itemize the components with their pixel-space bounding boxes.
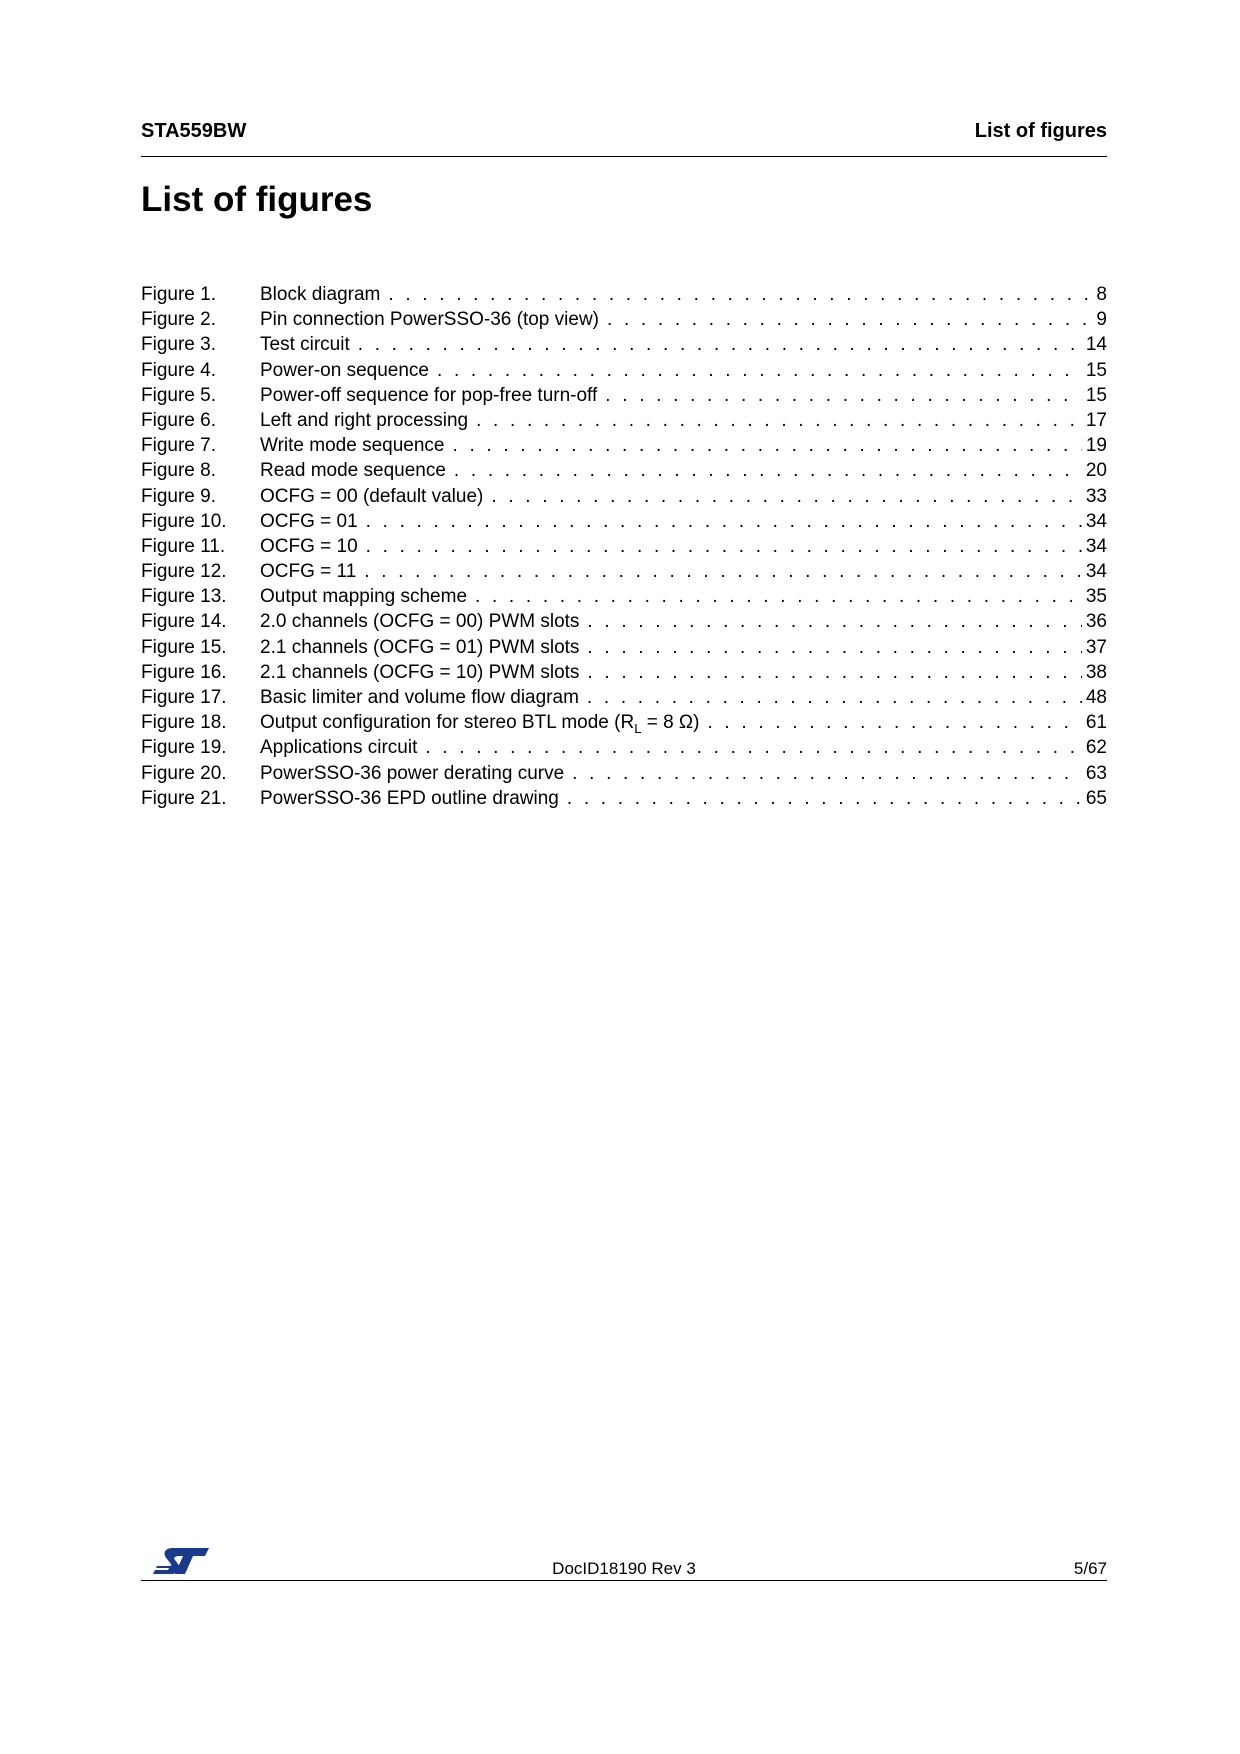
- figure-number: Figure 13.: [141, 586, 227, 608]
- figure-number: Figure 17.: [141, 687, 227, 708]
- figure-number: Figure 14.: [141, 611, 227, 633]
- doc-id: DocID18190 Rev 3: [552, 1559, 696, 1578]
- toc-entry[interactable]: [141, 458, 1107, 483]
- dot-leader: [366, 534, 1082, 559]
- figure-title-subscript: L: [634, 720, 642, 736]
- figure-title: Output mapping scheme: [260, 586, 468, 608]
- toc-entry[interactable]: [141, 509, 1107, 534]
- dot-leader: [607, 307, 1092, 332]
- figure-page-number: 61: [1085, 712, 1107, 734]
- figure-page-number: 34: [1085, 535, 1107, 557]
- toc-entry[interactable]: [141, 786, 1107, 811]
- toc-entry[interactable]: [141, 735, 1107, 760]
- toc-entry[interactable]: [141, 635, 1107, 660]
- toc-entry[interactable]: [141, 761, 1107, 786]
- toc-entry[interactable]: [141, 685, 1107, 710]
- figure-title: Left and right processing: [260, 409, 469, 431]
- dot-leader: [437, 358, 1082, 383]
- figure-page-number: 33: [1085, 485, 1107, 507]
- figure-page-number: 8: [1096, 284, 1107, 305]
- figure-title: 2.0 channels (OCFG = 00) PWM slots: [260, 611, 580, 633]
- figure-title: Block diagram: [260, 284, 381, 305]
- toc-entry[interactable]: [141, 609, 1107, 634]
- figure-number: Figure 3.: [141, 334, 216, 356]
- figure-page-number: 14: [1085, 334, 1107, 356]
- toc-entry[interactable]: [141, 332, 1107, 357]
- figure-number: Figure 12.: [141, 561, 227, 583]
- figure-title: Read mode sequence: [260, 460, 446, 482]
- figure-number: Figure 7.: [141, 435, 216, 457]
- toc-entry[interactable]: [141, 433, 1107, 458]
- toc-entry[interactable]: [141, 584, 1107, 609]
- header-product: STA559BW: [141, 120, 247, 142]
- figure-title: [260, 710, 707, 735]
- figure-number: Figure 4.: [141, 359, 216, 381]
- figure-number: Figure 2.: [141, 309, 216, 331]
- dot-leader: [388, 282, 1092, 307]
- page-number: 5/67: [1073, 1559, 1107, 1578]
- dot-leader: [425, 735, 1082, 760]
- figure-page-number: 36: [1085, 611, 1107, 633]
- figure-page-number: 34: [1085, 561, 1107, 583]
- dot-leader: [491, 484, 1082, 509]
- figure-page-number: 34: [1085, 510, 1107, 532]
- figure-title: OCFG = 10: [260, 535, 358, 557]
- dot-leader: [454, 458, 1082, 483]
- figure-number: Figure 5.: [141, 384, 216, 406]
- figure-number: Figure 8.: [141, 460, 216, 482]
- figure-title: 2.1 channels (OCFG = 01) PWM slots: [260, 636, 580, 658]
- dot-leader: [605, 383, 1082, 408]
- figure-title: Test circuit: [260, 334, 350, 356]
- toc-entry[interactable]: [141, 660, 1107, 685]
- figure-title: Pin connection PowerSSO-36 (top view): [260, 309, 599, 331]
- figure-page-number: 48: [1085, 687, 1107, 708]
- toc-entry[interactable]: [141, 383, 1107, 408]
- figure-page-number: 63: [1085, 762, 1107, 784]
- figure-number: Figure 19.: [141, 737, 227, 759]
- dot-leader: [364, 559, 1082, 584]
- dot-leader: [587, 660, 1081, 685]
- dot-leader: [587, 685, 1082, 710]
- dot-leader: [707, 710, 1081, 735]
- figure-number: Figure 20.: [141, 762, 227, 784]
- figure-title: Applications circuit: [260, 737, 418, 759]
- figure-number: Figure 18.: [141, 712, 227, 734]
- figure-number: Figure 11.: [141, 535, 226, 557]
- figure-number: Figure 6.: [141, 409, 216, 431]
- figure-number: Figure 1.: [141, 284, 216, 305]
- toc-entry[interactable]: [141, 358, 1107, 383]
- figure-page-number: 20: [1085, 460, 1107, 482]
- toc-entry[interactable]: [141, 307, 1107, 332]
- page-title: List of figures: [141, 180, 373, 219]
- figure-title: PowerSSO-36 EPD outline drawing: [260, 787, 559, 809]
- dot-leader: [567, 786, 1082, 811]
- figure-page-number: 38: [1085, 661, 1107, 683]
- dot-leader: [452, 433, 1081, 458]
- header-section: List of figures: [974, 120, 1107, 142]
- toc-entry[interactable]: [141, 484, 1107, 509]
- dot-leader: [572, 761, 1082, 786]
- figure-page-number: 19: [1085, 435, 1107, 457]
- figure-title-part: = 8 Ω): [641, 712, 700, 734]
- figure-number: Figure 10.: [141, 510, 227, 532]
- figure-title: OCFG = 11: [260, 561, 357, 583]
- figure-page-number: 35: [1085, 586, 1107, 608]
- figure-title: Power-off sequence for pop-free turn-off: [260, 384, 598, 406]
- figure-page-number: 17: [1085, 409, 1107, 431]
- figure-list: [141, 282, 1107, 811]
- figure-number: Figure 9.: [141, 485, 216, 507]
- figure-title: OCFG = 00 (default value): [260, 485, 484, 507]
- figure-number: Figure 21.: [141, 787, 227, 809]
- toc-entry[interactable]: [141, 710, 1107, 735]
- toc-entry[interactable]: [141, 282, 1107, 307]
- dot-leader: [587, 635, 1081, 660]
- figure-page-number: 15: [1085, 359, 1107, 381]
- figure-title-part: Output configuration for stereo BTL mode (R: [260, 712, 635, 734]
- dot-leader: [366, 509, 1082, 534]
- figure-title: Power-on sequence: [260, 359, 429, 381]
- figure-title: Write mode sequence: [260, 435, 445, 457]
- figure-page-number: 37: [1085, 636, 1107, 658]
- figure-page-number: 9: [1096, 309, 1107, 331]
- toc-entry[interactable]: [141, 408, 1107, 433]
- dot-leader: [587, 609, 1081, 634]
- page-header: [141, 120, 1107, 157]
- figure-title: 2.1 channels (OCFG = 10) PWM slots: [260, 661, 580, 683]
- figure-number: Figure 15.: [141, 636, 227, 658]
- figure-page-number: 15: [1085, 384, 1107, 406]
- figure-page-number: 62: [1085, 737, 1107, 759]
- dot-leader: [476, 408, 1082, 433]
- page-footer: [141, 1540, 1107, 1581]
- toc-entry[interactable]: [141, 534, 1107, 559]
- figure-title: Basic limiter and volume flow diagram: [260, 687, 579, 708]
- toc-entry[interactable]: [141, 559, 1107, 584]
- figure-page-number: 65: [1085, 787, 1107, 809]
- figure-title: PowerSSO-36 power derating curve: [260, 762, 565, 784]
- dot-leader: [358, 332, 1082, 357]
- figure-title: OCFG = 01: [260, 510, 358, 532]
- figure-number: Figure 16.: [141, 661, 227, 683]
- dot-leader: [475, 584, 1082, 609]
